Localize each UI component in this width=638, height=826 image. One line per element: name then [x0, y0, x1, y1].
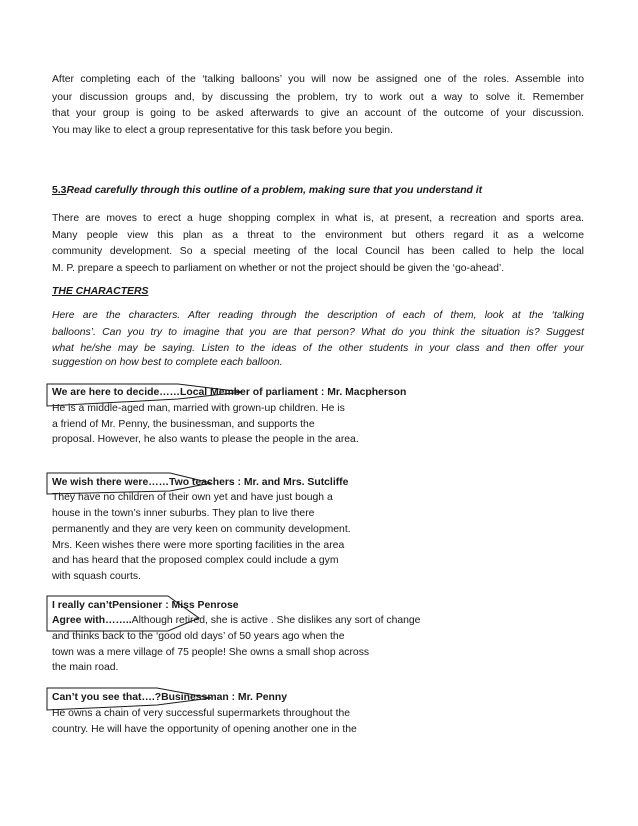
balloon-text-penny: Can’t you see that….?: [52, 692, 162, 703]
penrose-desc-4: the main road.: [52, 662, 119, 673]
sutcliffe-desc-4: Mrs. Keen wishes there were more sporting facilities in the area: [52, 540, 345, 551]
intro-line-2: your discussion groups and, by discussing the problem, try to work out a way to solve it. Remember: [52, 92, 584, 103]
penrose-desc-2: and thinks back to the ‘good old days’ of 50 years ago when the: [52, 631, 345, 642]
penny-desc-1: He owns a chain of very successful supermarkets throughout the: [52, 708, 351, 719]
balloon-text-macpherson: We are here to decide……: [52, 387, 181, 398]
penny-desc-2: country. He will have the opportunity of opening another one in the: [52, 724, 357, 735]
role-sutcliffe: Two teachers : Mr. and Mrs. Sutcliffe: [169, 477, 349, 488]
macpherson-desc-1: He is a middle-aged man, married with grown-up children. He is: [52, 403, 345, 414]
instructions-line-4: suggestion on how best to complete each balloon.: [52, 357, 283, 368]
sutcliffe-desc-2: house in the town’s inner suburbs. They plan to live there: [52, 508, 315, 519]
penrose-desc-1: Although retired, she is active . She dislikes any sort of change: [131, 615, 421, 626]
intro-line-3: that your group is going to be asked afterwards to give an account of the outcome of your discussion.: [52, 108, 584, 119]
problem-line-4: M. P. prepare a speech to parliament on whether or not the project should be given the ‘go-ahead’.: [52, 263, 505, 274]
instructions-line-2: balloons’. Can you try to imagine that you are that person? What do you think the situation is? Suggest: [52, 327, 584, 338]
intro-line-4: You may like to elect a group representative for this task before you begin.: [52, 125, 393, 136]
intro-line-1: After completing each of the ‘talking balloons’ you will now be assigned one of the roles. Assemble into: [52, 74, 584, 85]
character-macpherson-header: [52, 386, 406, 399]
character-penny-header: [52, 691, 287, 704]
balloon-text-penrose: I really can’t: [52, 600, 113, 611]
sutcliffe-desc-1: They have no children of their own yet and have just bough a: [52, 492, 333, 503]
sutcliffe-desc-5: and has heard that the proposed complex could include a gym: [52, 555, 339, 566]
characters-heading: THE CHARACTERS: [52, 286, 149, 297]
balloon-text-sutcliffe: We wish there were……: [52, 477, 170, 488]
problem-line-2: Many people view this plan as a threat to the environment but others regard it as a welcome: [52, 230, 584, 241]
section-number: 5.3: [52, 185, 67, 196]
macpherson-desc-3: proposal. However, he also wants to please the people in the area.: [52, 434, 359, 445]
problem-line-3: community development. So a special meeting of the local Council has been called to help the local: [52, 246, 584, 257]
section-heading-text: Read carefully through this outline of a problem, making sure that you understand it: [66, 185, 483, 196]
role-penrose: Pensioner : Miss Penrose: [112, 600, 239, 611]
sutcliffe-desc-6: with squash courts.: [52, 571, 141, 582]
character-penrose-header: [52, 599, 239, 612]
role-macpherson: Local Member of parliament : Mr. Macpherson: [180, 387, 407, 398]
instructions-line-3: what he/she may be saying. Listen to the ideas of the other students in your class and then offer your: [52, 343, 584, 354]
sutcliffe-desc-3: permanently and they are very keen on community development.: [52, 524, 351, 535]
role-penny: Businessman : Mr. Penny: [161, 692, 288, 703]
character-sutcliffe-header: [52, 476, 348, 489]
balloon-text-penrose-2: Agree with……..: [52, 615, 132, 626]
macpherson-desc-2: a friend of Mr. Penny, the businessman, and supports the: [52, 419, 315, 430]
penrose-desc-3: town was a mere village of 75 people! She owns a small shop across: [52, 647, 370, 658]
problem-line-1: There are moves to erect a huge shopping complex in what is, at present, a recreation and sports area.: [52, 213, 584, 224]
instructions-line-1: Here are the characters. After reading through the description of each of them, look at the ‘talking: [52, 310, 584, 321]
penrose-line-2: [52, 614, 420, 627]
